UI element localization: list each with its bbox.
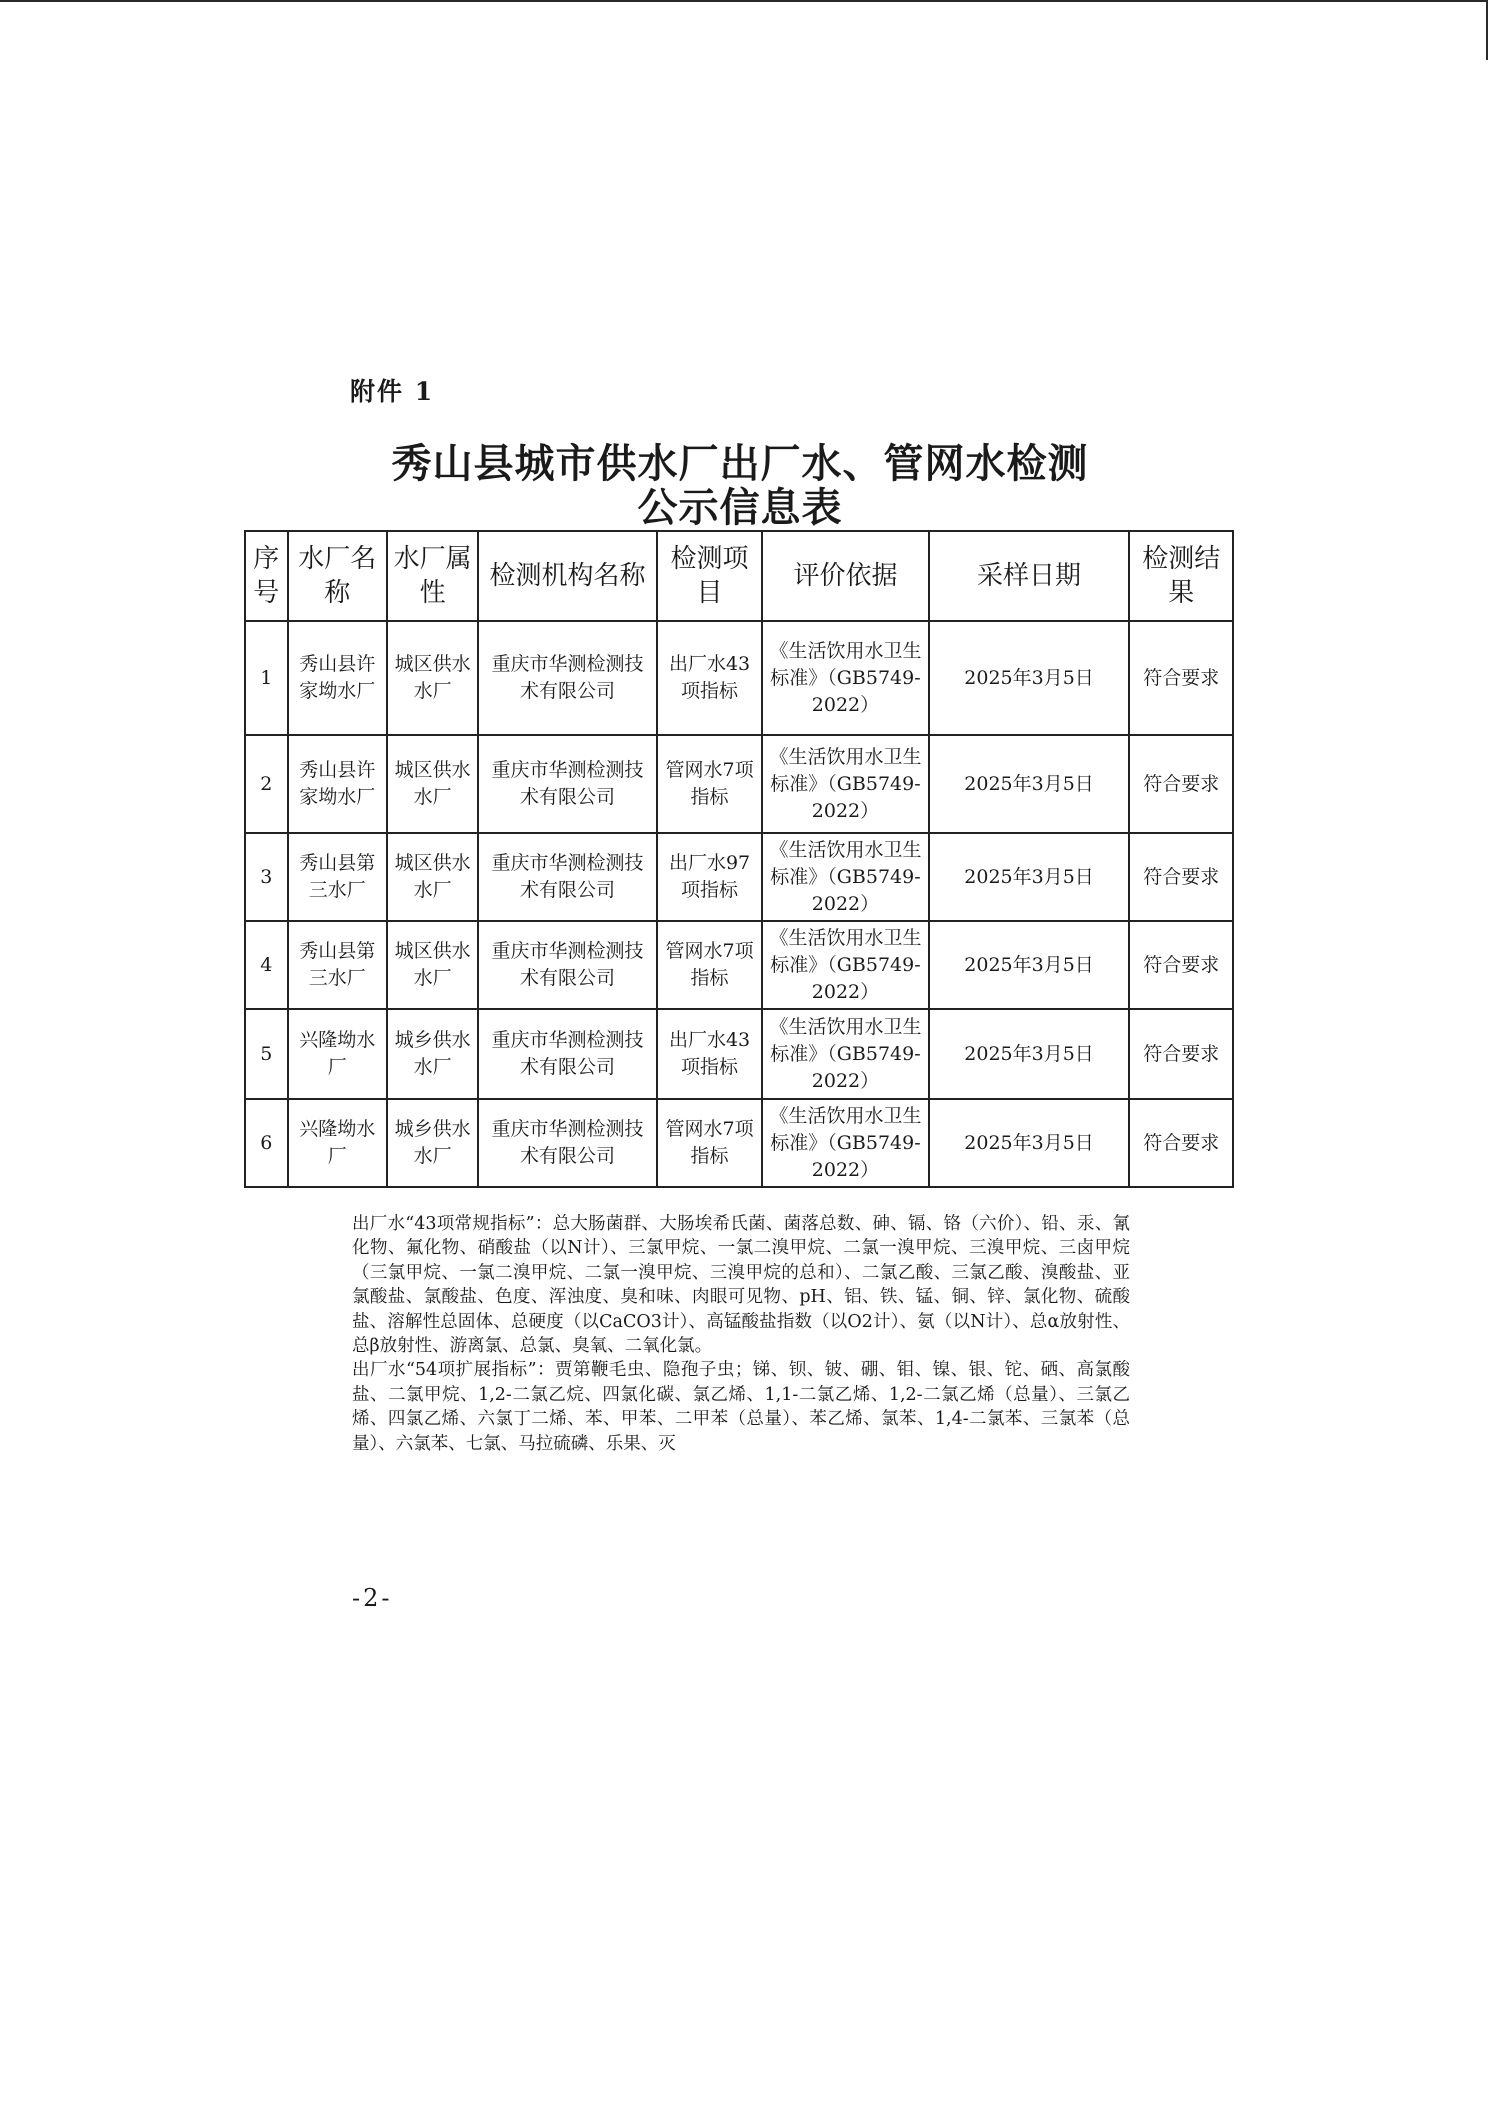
cell-plant-name: 秀山县许家坳水厂 (288, 735, 387, 833)
table-row (245, 833, 1233, 921)
cell-test-items: 出厂水97项指标 (657, 833, 762, 921)
cell-sampling-date: 2025年3月5日 (929, 921, 1130, 1009)
cell-index: 4 (245, 921, 288, 1009)
cell-test-items: 管网水7项指标 (657, 735, 762, 833)
cell-test-agency: 重庆市华测检测技术有限公司 (478, 735, 657, 833)
header-index: 序号 (245, 531, 288, 621)
cell-standard: 《生活饮用水卫生标准》（GB5749-2022） (762, 621, 928, 735)
cell-plant-type: 城乡供水水厂 (387, 1009, 478, 1099)
info-table (244, 530, 1234, 1188)
cell-standard: 《生活饮用水卫生标准》（GB5749-2022） (762, 921, 928, 1009)
cell-plant-type: 城区供水水厂 (387, 621, 478, 735)
cell-result: 符合要求 (1129, 1099, 1233, 1187)
cell-plant-name: 秀山县第三水厂 (288, 921, 387, 1009)
cell-test-agency: 重庆市华测检测技术有限公司 (478, 833, 657, 921)
table-row (245, 735, 1233, 833)
cell-sampling-date: 2025年3月5日 (929, 1009, 1130, 1099)
table-row (245, 921, 1233, 1009)
table-header (245, 531, 1233, 621)
document-title (300, 442, 1180, 530)
cell-test-items: 出厂水43项指标 (657, 1009, 762, 1099)
cell-plant-name: 秀山县第三水厂 (288, 833, 387, 921)
header-standard: 评价依据 (762, 531, 928, 621)
cell-result: 符合要求 (1129, 921, 1233, 1009)
cell-sampling-date: 2025年3月5日 (929, 621, 1130, 735)
header-plant-type: 水厂属性 (387, 531, 478, 621)
cell-standard: 《生活饮用水卫生标准》（GB5749-2022） (762, 735, 928, 833)
scan-top-border (0, 0, 1488, 2)
cell-standard: 《生活饮用水卫生标准》（GB5749-2022） (762, 1009, 928, 1099)
header-row (245, 531, 1233, 621)
cell-standard: 《生活饮用水卫生标准》（GB5749-2022） (762, 1099, 928, 1187)
cell-standard: 《生活饮用水卫生标准》（GB5749-2022） (762, 833, 928, 921)
cell-test-agency: 重庆市华测检测技术有限公司 (478, 1099, 657, 1187)
cell-sampling-date: 2025年3月5日 (929, 1099, 1130, 1187)
title-line-2: 公示信息表 (637, 484, 843, 531)
table-row (245, 621, 1233, 735)
cell-index: 6 (245, 1099, 288, 1187)
cell-plant-name: 兴隆坳水厂 (288, 1009, 387, 1099)
title-line-1: 秀山县城市供水厂出厂水、管网水检测 (391, 440, 1089, 487)
cell-plant-type: 城区供水水厂 (387, 921, 478, 1009)
page-number: -2- (352, 1584, 393, 1612)
cell-test-items: 管网水7项指标 (657, 921, 762, 1009)
cell-plant-type: 城乡供水水厂 (387, 1099, 478, 1187)
cell-result: 符合要求 (1129, 621, 1233, 735)
notes-section (352, 1212, 1130, 1456)
cell-test-items: 管网水7项指标 (657, 1099, 762, 1187)
header-test-agency: 检测机构名称 (478, 531, 657, 621)
header-test-items: 检测项目 (657, 531, 762, 621)
cell-test-agency: 重庆市华测检测技术有限公司 (478, 921, 657, 1009)
cell-test-agency: 重庆市华测检测技术有限公司 (478, 1009, 657, 1099)
cell-sampling-date: 2025年3月5日 (929, 833, 1130, 921)
cell-result: 符合要求 (1129, 735, 1233, 833)
table-body (245, 621, 1233, 1187)
table-row (245, 1009, 1233, 1099)
table-row (245, 1099, 1233, 1187)
cell-plant-type: 城区供水水厂 (387, 833, 478, 921)
cell-test-items: 出厂水43项指标 (657, 621, 762, 735)
cell-result: 符合要求 (1129, 1009, 1233, 1099)
cell-index: 5 (245, 1009, 288, 1099)
cell-test-agency: 重庆市华测检测技术有限公司 (478, 621, 657, 735)
header-plant-name: 水厂名称 (288, 531, 387, 621)
header-result: 检测结果 (1129, 531, 1233, 621)
cell-plant-type: 城区供水水厂 (387, 735, 478, 833)
attachment-label: 附件 1 (350, 377, 435, 406)
cell-plant-name: 兴隆坳水厂 (288, 1099, 387, 1187)
cell-index: 3 (245, 833, 288, 921)
notes-paragraph-54-items: 出厂水“54项扩展指标”：贾第鞭毛虫、隐孢子虫；锑、钡、铍、硼、钼、镍、银、铊、硒、高氯酸盐、二氯甲烷、1,2-二氯乙烷、四氯化碳、氯乙烯、1,1-二氯乙烯、1,2-二氯乙烯（总量）、三氯乙烯、四氯乙烯、六氯丁二烯、苯、甲苯、二甲苯（总量）、苯乙烯、氯苯、1,4-二氯苯、三氯苯（总量）、六氯苯、七氯、马拉硫磷、乐果、灭 (352, 1360, 1130, 1454)
cell-result: 符合要求 (1129, 833, 1233, 921)
header-sampling-date: 采样日期 (929, 531, 1130, 621)
cell-index: 1 (245, 621, 288, 735)
cell-index: 2 (245, 735, 288, 833)
cell-plant-name: 秀山县许家坳水厂 (288, 621, 387, 735)
cell-sampling-date: 2025年3月5日 (929, 735, 1130, 833)
notes-paragraph-43-items: 出厂水“43项常规指标”：总大肠菌群、大肠埃希氏菌、菌落总数、砷、镉、铬（六价）、铅、汞、氰化物、氟化物、硝酸盐（以N计）、三氯甲烷、一氯二溴甲烷、二氯一溴甲烷、三溴甲烷、三卤甲烷（三氯甲烷、一氯二溴甲烷、二氯一溴甲烷、三溴甲烷的总和）、二氯乙酸、三氯乙酸、溴酸盐、亚氯酸盐、氯酸盐、色度、浑浊度、臭和味、肉眼可见物、pH、铝、铁、锰、铜、锌、氯化物、硫酸盐、溶解性总固体、总硬度（以CaCO3计）、高锰酸盐指数（以O2计）、氨（以N计）、总α放射性、总β放射性、游离氯、总氯、臭氧、二氧化氯。 (352, 1214, 1130, 1357)
